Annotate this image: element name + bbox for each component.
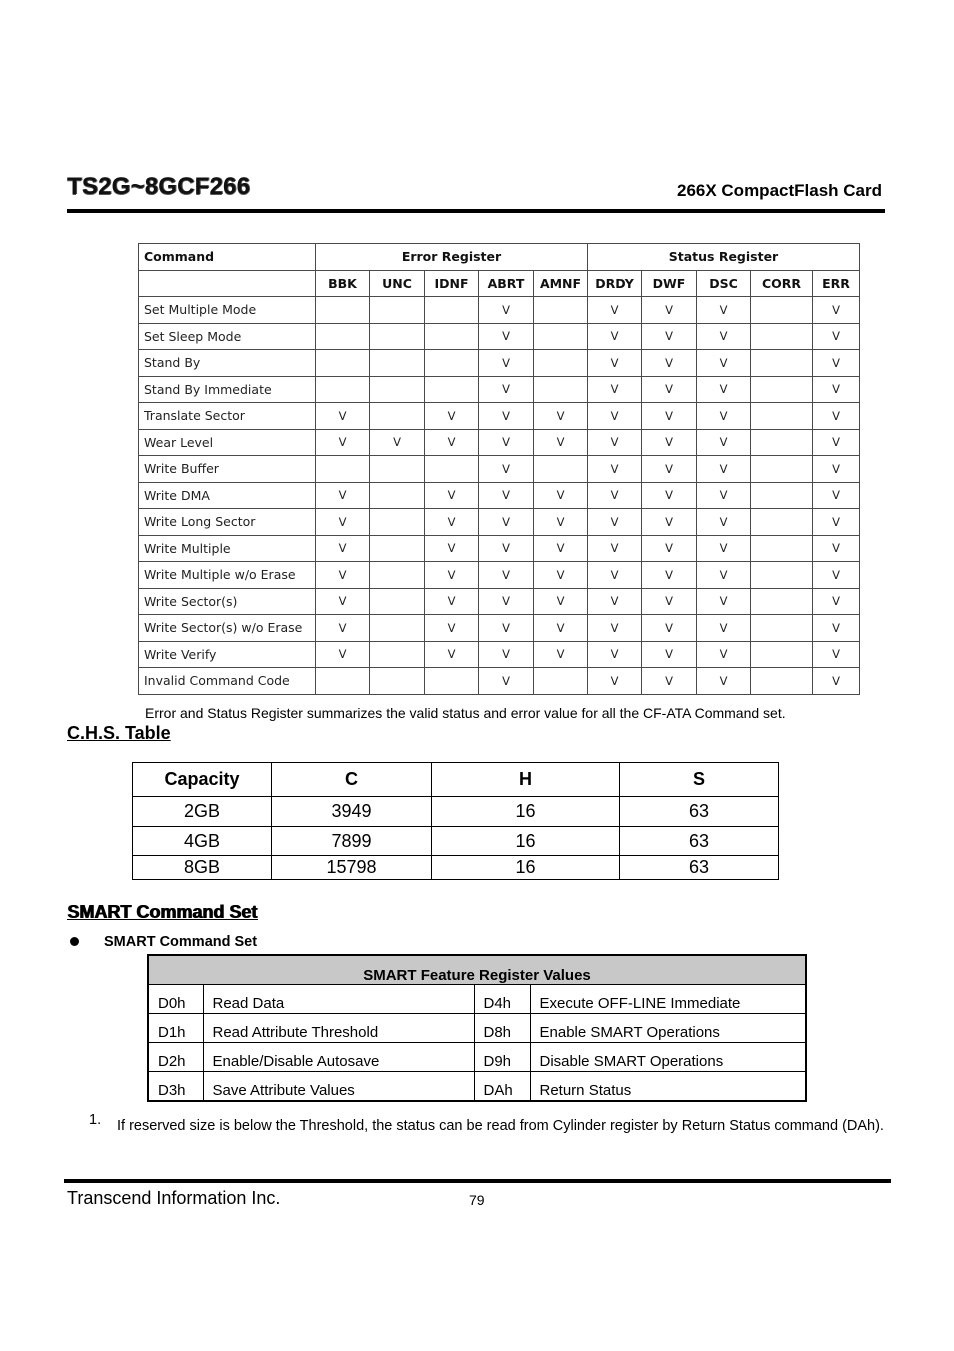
command-name-cell: Set Multiple Mode — [139, 297, 316, 324]
register-flag-cell — [751, 323, 813, 350]
register-flag-cell: V — [534, 615, 588, 642]
register-flag-cell: V — [316, 615, 370, 642]
register-flag-cell — [370, 615, 425, 642]
register-flag-cell — [751, 429, 813, 456]
register-flag-cell: V — [697, 350, 751, 377]
smart-header-row — [148, 955, 806, 985]
bullet-icon — [70, 937, 79, 946]
register-flag-cell: V — [813, 429, 860, 456]
register-flag-cell — [316, 456, 370, 483]
register-flag-cell: V — [479, 403, 534, 430]
table-row — [139, 535, 860, 562]
register-flag-cell — [751, 403, 813, 430]
table-row — [139, 562, 860, 589]
smart-code-cell: D4h — [474, 985, 530, 1014]
register-flag-cell: V — [316, 403, 370, 430]
register-flag-cell: V — [425, 562, 479, 589]
register-flag-cell: V — [813, 615, 860, 642]
register-flag-cell: V — [642, 615, 697, 642]
footer-rule — [64, 1179, 891, 1183]
column-header-idnf: IDNF — [425, 270, 479, 297]
note-text: If reserved size is below the Threshold, the status can be read from Cylinder register by Return Status command (DAh). — [117, 1118, 884, 1134]
register-flag-cell: V — [534, 509, 588, 536]
register-flag-cell — [425, 376, 479, 403]
register-flag-cell: V — [588, 562, 642, 589]
table-row — [139, 323, 860, 350]
column-header-amnf: AMNF — [534, 270, 588, 297]
chs-cell: 16 — [432, 856, 620, 880]
table-row — [139, 668, 860, 695]
command-name-cell: Set Sleep Mode — [139, 323, 316, 350]
table-row — [139, 350, 860, 377]
register-flag-cell — [316, 350, 370, 377]
register-flag-cell: V — [534, 562, 588, 589]
smart-desc-cell: Save Attribute Values — [203, 1072, 474, 1102]
table-row — [139, 429, 860, 456]
register-flag-cell: V — [813, 588, 860, 615]
register-flag-cell: V — [479, 562, 534, 589]
register-flag-cell: V — [642, 482, 697, 509]
register-flag-cell: V — [425, 615, 479, 642]
register-flag-cell: V — [588, 376, 642, 403]
smart-desc-cell: Read Data — [203, 985, 474, 1014]
register-flag-cell: V — [534, 641, 588, 668]
smart-bullet-label: SMART Command Set — [104, 934, 258, 950]
register-flag-cell — [534, 376, 588, 403]
smart-code-cell: D1h — [148, 1014, 203, 1043]
register-flag-cell: V — [588, 350, 642, 377]
chs-cell: 63 — [620, 827, 779, 856]
column-header-unc: UNC — [370, 270, 425, 297]
smart-desc-cell: Return Status — [530, 1072, 806, 1102]
register-flag-cell: V — [316, 509, 370, 536]
register-flag-cell: V — [425, 588, 479, 615]
chs-header-c: C — [272, 763, 432, 797]
register-flag-cell: V — [642, 456, 697, 483]
register-table-body — [139, 297, 860, 695]
register-flag-cell: V — [642, 323, 697, 350]
register-flag-cell: V — [316, 562, 370, 589]
table-row — [139, 482, 860, 509]
register-flag-cell: V — [479, 641, 534, 668]
register-flag-cell — [370, 350, 425, 377]
register-flag-cell: V — [642, 429, 697, 456]
register-flag-cell: V — [697, 482, 751, 509]
command-name-cell: Translate Sector — [139, 403, 316, 430]
register-flag-cell: V — [813, 641, 860, 668]
column-header-dsc: DSC — [697, 270, 751, 297]
register-flag-cell — [751, 615, 813, 642]
register-flag-cell: V — [813, 668, 860, 695]
register-flag-cell: V — [588, 668, 642, 695]
register-flag-cell: V — [813, 535, 860, 562]
register-flag-cell — [751, 588, 813, 615]
register-flag-cell: V — [813, 482, 860, 509]
command-name-cell: Write Long Sector — [139, 509, 316, 536]
register-flag-cell: V — [642, 376, 697, 403]
register-flag-cell: V — [479, 588, 534, 615]
register-flag-cell: V — [425, 482, 479, 509]
register-flag-cell — [534, 297, 588, 324]
register-flag-cell — [370, 376, 425, 403]
footer-company: Transcend Information Inc. — [67, 1188, 281, 1208]
register-flag-cell — [534, 668, 588, 695]
register-flag-cell: V — [697, 641, 751, 668]
chs-cell: 8GB — [133, 856, 272, 880]
register-flag-cell: V — [813, 376, 860, 403]
register-flag-cell: V — [370, 429, 425, 456]
register-flag-cell — [751, 641, 813, 668]
chs-cell: 4GB — [133, 827, 272, 856]
register-flag-cell: V — [425, 429, 479, 456]
note-number: 1. — [89, 1112, 102, 1128]
register-flag-cell: V — [697, 562, 751, 589]
register-flag-cell: V — [479, 535, 534, 562]
chs-header-s: S — [620, 763, 779, 797]
chs-cell: 63 — [620, 797, 779, 827]
register-flag-cell — [370, 482, 425, 509]
register-flag-cell: V — [479, 350, 534, 377]
register-flag-cell: V — [813, 562, 860, 589]
register-flag-cell — [370, 562, 425, 589]
register-flag-cell: V — [588, 482, 642, 509]
table-row — [148, 1072, 806, 1102]
register-flag-cell: V — [642, 350, 697, 377]
register-flag-cell — [751, 535, 813, 562]
register-flag-cell: V — [813, 456, 860, 483]
register-flag-cell: V — [534, 482, 588, 509]
command-name-cell: Stand By Immediate — [139, 376, 316, 403]
smart-code-cell: D8h — [474, 1014, 530, 1043]
register-flag-cell: V — [479, 297, 534, 324]
table-row — [139, 615, 860, 642]
register-flag-cell: V — [697, 535, 751, 562]
column-header-abrt: ABRT — [479, 270, 534, 297]
smart-code-cell: D0h — [148, 985, 203, 1014]
table-row — [148, 1014, 806, 1043]
column-header-drdy: DRDY — [588, 270, 642, 297]
command-name-cell: Write Sector(s) — [139, 588, 316, 615]
command-name-cell: Invalid Command Code — [139, 668, 316, 695]
command-group-header: Command — [139, 244, 316, 271]
document-title: TS2G~8GCF266 — [67, 173, 251, 200]
register-flag-cell — [751, 482, 813, 509]
smart-code-cell: DAh — [474, 1072, 530, 1102]
register-flag-cell — [534, 350, 588, 377]
table-row — [139, 509, 860, 536]
chs-header-capacity: Capacity — [133, 763, 272, 797]
chs-table — [132, 762, 779, 880]
status-register-group-header: Status Register — [588, 244, 860, 271]
register-flag-cell: V — [588, 456, 642, 483]
table-row — [139, 297, 860, 324]
register-table — [138, 243, 860, 695]
register-flag-cell: V — [588, 615, 642, 642]
register-flag-cell — [425, 323, 479, 350]
register-flag-cell — [316, 376, 370, 403]
register-flag-cell — [370, 456, 425, 483]
register-flag-cell — [370, 403, 425, 430]
table-row — [133, 827, 779, 856]
register-flag-cell — [751, 562, 813, 589]
register-flag-cell: V — [697, 588, 751, 615]
chs-cell: 7899 — [272, 827, 432, 856]
register-flag-cell: V — [813, 509, 860, 536]
register-flag-cell: V — [316, 429, 370, 456]
register-flag-cell — [370, 588, 425, 615]
register-flag-cell — [316, 323, 370, 350]
register-flag-cell: V — [479, 668, 534, 695]
register-flag-cell: V — [479, 509, 534, 536]
chs-header-row — [133, 763, 779, 797]
register-flag-cell: V — [479, 482, 534, 509]
register-flag-cell: V — [588, 297, 642, 324]
register-flag-cell — [370, 323, 425, 350]
register-flag-cell — [425, 668, 479, 695]
smart-desc-cell: Enable SMART Operations — [530, 1014, 806, 1043]
column-header-bbk: BBK — [316, 270, 370, 297]
register-flag-cell — [370, 297, 425, 324]
register-flag-cell: V — [425, 509, 479, 536]
register-flag-cell: V — [588, 535, 642, 562]
register-flag-cell — [534, 323, 588, 350]
command-name-cell: Write Sector(s) w/o Erase — [139, 615, 316, 642]
register-flag-cell — [370, 509, 425, 536]
register-flag-cell — [425, 297, 479, 324]
command-name-cell: Wear Level — [139, 429, 316, 456]
register-flag-cell — [751, 509, 813, 536]
register-flag-cell — [751, 376, 813, 403]
smart-code-cell: D2h — [148, 1043, 203, 1072]
register-flag-cell: V — [588, 509, 642, 536]
chs-cell: 3949 — [272, 797, 432, 827]
smart-desc-cell: Read Attribute Threshold — [203, 1014, 474, 1043]
smart-code-cell: D3h — [148, 1072, 203, 1102]
register-flag-cell — [751, 350, 813, 377]
chs-header-h: H — [432, 763, 620, 797]
chs-cell: 16 — [432, 797, 620, 827]
register-flag-cell: V — [697, 376, 751, 403]
command-name-cell: Stand By — [139, 350, 316, 377]
register-flag-cell — [316, 297, 370, 324]
register-flag-cell — [751, 297, 813, 324]
table-row — [139, 403, 860, 430]
table-row — [139, 641, 860, 668]
register-flag-cell — [316, 668, 370, 695]
register-flag-cell: V — [697, 668, 751, 695]
smart-code-cell: D9h — [474, 1043, 530, 1072]
register-flag-cell: V — [479, 456, 534, 483]
register-flag-cell: V — [479, 429, 534, 456]
register-column-header-row — [139, 270, 860, 297]
register-flag-cell: V — [642, 641, 697, 668]
register-flag-cell: V — [316, 482, 370, 509]
page-number: 79 — [469, 1192, 485, 1208]
smart-desc-cell: Enable/Disable Autosave — [203, 1043, 474, 1072]
column-header-dwf: DWF — [642, 270, 697, 297]
register-flag-cell: V — [813, 323, 860, 350]
register-flag-cell — [370, 641, 425, 668]
register-flag-cell — [751, 456, 813, 483]
register-flag-cell — [370, 668, 425, 695]
table-row — [133, 797, 779, 827]
register-flag-cell: V — [588, 641, 642, 668]
register-flag-cell — [370, 535, 425, 562]
chs-cell: 15798 — [272, 856, 432, 880]
register-flag-cell: V — [697, 429, 751, 456]
error-register-group-header: Error Register — [316, 244, 588, 271]
table-row — [139, 376, 860, 403]
register-flag-cell: V — [316, 588, 370, 615]
register-flag-cell: V — [534, 535, 588, 562]
register-flag-cell: V — [697, 323, 751, 350]
smart-feature-table — [147, 954, 807, 1102]
table-row — [133, 856, 779, 880]
command-name-cell: Write Multiple — [139, 535, 316, 562]
document-subtitle: 266X CompactFlash Card — [676, 181, 882, 200]
register-flag-cell: V — [813, 297, 860, 324]
register-flag-cell: V — [697, 297, 751, 324]
chs-table-heading: C.H.S. Table — [67, 723, 171, 743]
register-flag-cell: V — [697, 456, 751, 483]
register-flag-cell: V — [642, 509, 697, 536]
smart-desc-cell: Execute OFF-LINE Immediate — [530, 985, 806, 1014]
register-flag-cell: V — [642, 403, 697, 430]
table-row — [148, 1043, 806, 1072]
chs-cell: 2GB — [133, 797, 272, 827]
register-flag-cell: V — [642, 668, 697, 695]
register-flag-cell: V — [697, 509, 751, 536]
register-flag-cell: V — [316, 535, 370, 562]
register-flag-cell: V — [588, 403, 642, 430]
column-header-corr: CORR — [751, 270, 813, 297]
register-flag-cell: V — [813, 350, 860, 377]
smart-table-header: SMART Feature Register Values — [148, 955, 806, 985]
register-flag-cell — [425, 350, 479, 377]
column-header-err: ERR — [813, 270, 860, 297]
register-table-caption: Error and Status Register summarizes the valid status and error value for all the CF-ATA Command set. — [145, 705, 786, 721]
command-name-cell: Write DMA — [139, 482, 316, 509]
register-flag-cell: V — [479, 376, 534, 403]
register-flag-cell: V — [642, 297, 697, 324]
register-group-header-row — [139, 244, 860, 271]
register-flag-cell: V — [588, 429, 642, 456]
register-flag-cell: V — [316, 641, 370, 668]
register-flag-cell: V — [479, 323, 534, 350]
register-flag-cell: V — [642, 535, 697, 562]
register-flag-cell — [751, 668, 813, 695]
table-row — [148, 985, 806, 1014]
register-flag-cell: V — [425, 403, 479, 430]
command-name-cell: Write Multiple w/o Erase — [139, 562, 316, 589]
smart-desc-cell: Disable SMART Operations — [530, 1043, 806, 1072]
header-rule — [67, 209, 885, 213]
chs-cell: 16 — [432, 827, 620, 856]
register-flag-cell: V — [534, 429, 588, 456]
command-name-cell: Write Verify — [139, 641, 316, 668]
register-flag-cell: V — [534, 403, 588, 430]
chs-cell: 63 — [620, 856, 779, 880]
command-name-cell: Write Buffer — [139, 456, 316, 483]
register-flag-cell — [534, 456, 588, 483]
table-row — [139, 456, 860, 483]
register-flag-cell: V — [642, 588, 697, 615]
register-flag-cell: V — [425, 535, 479, 562]
table-row — [139, 588, 860, 615]
register-flag-cell: V — [534, 588, 588, 615]
register-flag-cell — [425, 456, 479, 483]
register-flag-cell: V — [697, 615, 751, 642]
register-flag-cell: V — [479, 615, 534, 642]
register-flag-cell: V — [588, 323, 642, 350]
empty-header-cell — [139, 270, 316, 297]
register-flag-cell: V — [813, 403, 860, 430]
register-flag-cell: V — [425, 641, 479, 668]
register-flag-cell: V — [588, 588, 642, 615]
register-flag-cell: V — [697, 403, 751, 430]
register-flag-cell: V — [642, 562, 697, 589]
smart-section-heading: SMART Command Set — [67, 902, 258, 922]
